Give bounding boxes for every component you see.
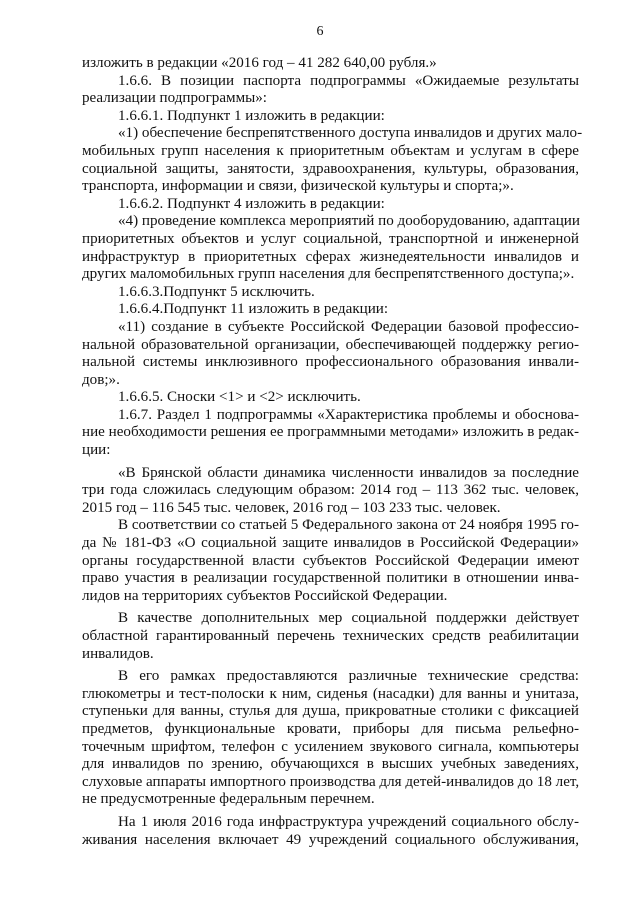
text-line: социальной защиты, занятости, здравоохранения, культуры, образования, xyxy=(82,160,579,177)
text-line: изложить в редакции «2016 год – 41 282 640,00 рубля.» xyxy=(82,55,437,71)
text-line: 1.6.7. Раздел 1 подпрограммы «Характеристика проблемы и обоснова- xyxy=(118,406,579,423)
text-line: приоритетных объектов и услуг социальной, транспортной и инженерной xyxy=(82,230,579,247)
text-line: предметов, функциональные кровати, приборы для письма рельефно- xyxy=(82,720,579,737)
text-line: право участия в реализации государственной политики в отношении инва- xyxy=(82,570,579,587)
text-line: реализации подпрограммы»: xyxy=(82,90,268,107)
text-line: нальной системы инклюзивного профессионального образования инвали- xyxy=(82,354,579,371)
text-line: 1.6.6.1. Подпункт 1 изложить в редакции: xyxy=(118,107,385,124)
text-line: «11) создание в субъекте Российской Федерации базовой профессио- xyxy=(118,318,579,335)
text-line: мобильных групп населения к приоритетным объектам и услугам в сфере xyxy=(82,142,579,159)
text-line: глюкометры и тест-полоски к ним, сиденья (насадки) для ванны и унитаза, xyxy=(82,685,579,702)
text-line: В его рамках предоставляются различные технические средства: xyxy=(118,668,579,685)
text-line: 1.6.6.3.Подпункт 5 исключить. xyxy=(118,283,315,300)
text-line: лидов на территориях субъектов Российской Федерации. xyxy=(82,587,448,604)
text-line: других маломобильных групп населения для беспрепятственного доступа;». xyxy=(82,266,575,283)
text-line: 2015 год – 116 545 тыс. человек, 2016 год – 103 233 тыс. человек. xyxy=(82,499,501,516)
text-line: инфраструктур в приоритетных сферах жизнедеятельности инвалидов и xyxy=(82,248,579,265)
text-line: точечным шрифтом, телефон с усилением звукового сигнала, компьютеры xyxy=(82,738,579,755)
text-line: не предусмотренные федеральным перечнем. xyxy=(82,791,375,808)
text-line: В качестве дополнительных мер социальной поддержки действует xyxy=(118,610,579,627)
text-line: На 1 июля 2016 года инфраструктура учреждений социального обслу- xyxy=(118,813,579,830)
text-line: дов;». xyxy=(82,371,120,388)
text-line: нальной образовательной организации, обеспечивающей поддержку регио- xyxy=(82,336,579,353)
text-line: инвалидов. xyxy=(82,645,154,662)
text-line: живания населения включает 49 учреждений социального обслуживания, xyxy=(82,831,579,848)
text-line: 1.6.6. В позиции паспорта подпрограммы «Ожидаемые результаты xyxy=(118,72,579,89)
page-number: 6 xyxy=(316,24,324,39)
text-line: В соответствии со статьей 5 Федерального закона от 24 ноября 1995 го- xyxy=(118,517,579,534)
text-line: 1.6.6.5. Сноски <1> и <2> исключить. xyxy=(118,389,361,406)
text-line: три года сложилась следующим образом: 2014 год – 113 362 тыс. человек, xyxy=(82,482,579,499)
text-line: «4) проведение комплекса мероприятий по дооборудованию, адаптации xyxy=(118,213,580,230)
text-line: областной гарантированный перечень технических средств реабилитации xyxy=(82,628,579,644)
text-line: ступеньки для ванны, стулья для душа, прикроватные столики с фиксацией xyxy=(82,703,579,720)
text-line: органы государственной власти субъектов Российской Федерации имеют xyxy=(82,552,579,569)
text-line: «В Брянской области динамика численности инвалидов за последние xyxy=(118,464,579,481)
text-line: 1.6.6.4.Подпункт 11 изложить в редакции: xyxy=(118,301,389,318)
text-line: да № 181-ФЗ «О социальной защите инвалидов в Российской Федерации» xyxy=(82,535,579,552)
text-line: ние необходимости решения ее программными методами» изложить в редак- xyxy=(82,424,579,441)
text-line: ции: xyxy=(82,442,111,459)
text-line: транспорта, информации и связи, физической культуры и спорта;». xyxy=(82,178,514,195)
text-line: для инвалидов по зрению, обучающихся в высших учебных заведениях, xyxy=(82,756,579,773)
document-body xyxy=(82,55,583,849)
text-line: «1) обеспечение беспрепятственного доступа инвалидов и других мало- xyxy=(118,125,583,142)
text-line: 1.6.6.2. Подпункт 4 изложить в редакции: xyxy=(118,195,385,212)
text-line: слуховые аппараты импортного производства для детей-инвалидов до 18 лет, xyxy=(82,773,580,790)
